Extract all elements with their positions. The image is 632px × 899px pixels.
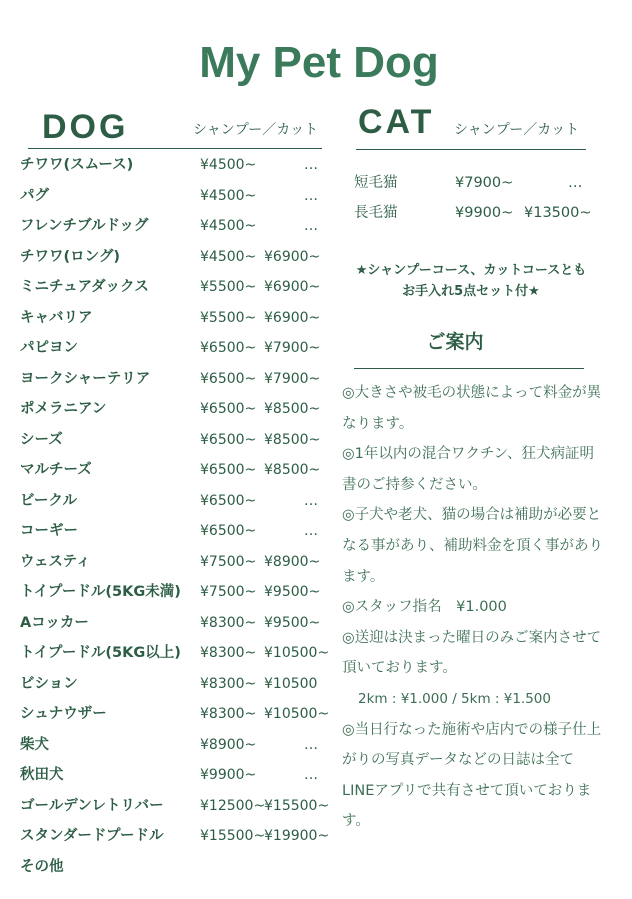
dog-shampoo: ¥5500~ [200,279,257,295]
dog-heading: DOG [42,108,129,146]
dog-name: マルチーズ [20,462,92,478]
guide-paragraph: ◎子犬や老犬、猫の場合は補助が必要となる事があり、補助料金を頂く事があります。 [342,507,603,585]
dog-shampoo: ¥6500~ [200,340,257,356]
dog-name: ビークル [20,492,77,509]
dog-row [20,305,330,336]
dog-shampoo: ¥7500~ [200,584,257,600]
cat-row [354,200,604,230]
dog-shampoo: ¥5500~ [200,309,257,326]
cat-shampoo: ¥7900~ [455,175,514,191]
dog-cut: … [304,218,318,234]
dog-name: ポメラニアン [20,401,107,417]
dog-cut: ¥8500~ [264,431,321,448]
dog-row [20,274,330,305]
dog-cut: … [304,187,318,204]
dog-shampoo: ¥7500~ [200,553,257,570]
dog-row [20,427,330,458]
dog-cut: ¥15500~ [264,797,330,814]
guide-paragraph: ◎大きさや被毛の状態によって料金が異なります。 [342,385,602,432]
dog-name: ミニチュアダックス [20,279,149,295]
dog-row [20,701,330,732]
dog-row [20,183,330,214]
dog-name: ウェスティ [20,553,91,570]
dog-shampoo: ¥9900~ [200,767,257,783]
dog-cut: ¥19900~ [264,828,330,844]
dog-divider [28,148,322,149]
dog-shampoo: ¥4500~ [200,187,257,204]
dog-name: Aコッカー [20,614,89,631]
dog-row [20,549,330,580]
dog-name: ヨークシャーテリア [20,370,151,387]
dog-shampoo: ¥4500~ [200,218,257,234]
cat-subheading: シャンプー／カット [454,122,580,138]
dog-shampoo: ¥8300~ [200,645,257,661]
guide-paragraph: ◎送迎は決まった曜日のみご案内させて頂いております。 [342,629,602,677]
dog-row [20,640,330,671]
dog-cut: ¥8500~ [264,462,321,478]
guide-paragraph: ◎スタッフ指名 ¥1.000 [342,599,507,616]
dog-name: チワワ(ロング) [20,248,120,265]
dog-cut: … [304,523,318,539]
dog-name: トイプードル(5KG未満) [20,584,181,600]
course-note-line2: お手入れ5点セット付★ [402,284,540,299]
guide-paragraph: 2km : ¥1.000 / 5km : ¥1.500 [358,690,551,707]
page-title: My Pet Dog [199,38,439,87]
guide-body [342,378,604,837]
dog-cut: ¥8900~ [264,553,321,570]
dog-row [20,732,330,763]
dog-shampoo: ¥6500~ [200,431,257,448]
dog-cut: ¥8500~ [264,401,321,417]
dog-cut: ¥7900~ [264,370,321,387]
dog-shampoo: ¥6500~ [200,523,257,539]
course-note [336,260,606,302]
dog-name: コーギー [20,523,78,539]
dog-name: フレンチブルドッグ [20,218,149,234]
dog-row [20,762,330,793]
dog-cut: … [304,157,318,173]
cat-name: 短毛猫 [354,175,398,191]
dog-price-list [20,152,330,884]
guide-title: ご案内 [426,331,484,353]
dog-shampoo: ¥15500~ [200,828,266,844]
dog-cut: ¥9500~ [264,614,321,631]
dog-row [20,518,330,549]
dog-shampoo: ¥8300~ [200,706,257,722]
dog-cut: ¥7900~ [264,340,321,356]
cat-name: 長毛猫 [354,205,398,221]
dog-row [20,152,330,183]
dog-row [20,213,330,244]
guide-paragraph: ◎当日行なった施術や店内での様子仕上がりの写真データなどの日誌は全てLINEアプリで共有させて頂いております。 [342,721,602,830]
dog-shampoo: ¥6500~ [200,401,257,417]
dog-row [20,610,330,641]
dog-row [20,579,330,610]
dog-name: チワワ(スムース) [20,157,134,173]
dog-shampoo: ¥8300~ [200,675,257,692]
dog-name: 秋田犬 [20,767,64,783]
dog-cut: … [304,736,318,753]
dog-name: パピヨン [20,340,78,356]
dog-name: ビション [20,675,78,692]
cat-cut: … [568,175,583,191]
guide-paragraph: ◎1年以内の混合ワクチン、狂犬病証明書のご持参ください。 [342,446,594,493]
dog-subheading: シャンプー／カット [193,122,319,138]
dog-shampoo: ¥6500~ [200,462,257,478]
dog-row [20,335,330,366]
dog-cut: ¥6900~ [264,248,321,265]
dog-name: パグ [20,187,49,204]
dog-cut: ¥10500 [264,675,318,692]
dog-cut: … [304,767,318,783]
dog-row [20,457,330,488]
dog-row [20,488,330,519]
dog-shampoo: ¥8300~ [200,614,257,631]
dog-name: シュナウザー [20,706,107,722]
dog-cut: … [304,492,318,509]
cat-price-list [354,170,604,230]
dog-row [20,244,330,275]
guide-divider [354,368,584,369]
dog-cut: ¥6900~ [264,309,321,326]
cat-divider [356,149,586,150]
course-note-line1: ★シャンプーコース、カットコースとも [355,263,587,278]
cat-cut: ¥13500~ [524,205,592,221]
dog-shampoo: ¥6500~ [200,370,257,387]
dog-row [20,396,330,427]
dog-cut: ¥9500~ [264,584,321,600]
dog-name: ゴールデンレトリバー [20,797,164,814]
cat-shampoo: ¥9900~ [455,205,514,221]
dog-name: キャバリア [20,309,93,326]
dog-shampoo: ¥8900~ [200,736,257,753]
dog-cut: ¥10500~ [264,645,330,661]
dog-shampoo: ¥4500~ [200,157,257,173]
dog-row [20,854,330,885]
dog-name: その他 [20,858,64,875]
dog-row [20,823,330,854]
dog-name: シーズ [20,431,63,448]
dog-row [20,793,330,824]
dog-row [20,366,330,397]
dog-shampoo: ¥4500~ [200,248,257,265]
dog-name: スタンダードプードル [20,828,164,844]
dog-name: 柴犬 [20,736,49,753]
dog-shampoo: ¥12500~ [200,797,266,814]
cat-heading: CAT [358,103,435,141]
dog-shampoo: ¥6500~ [200,492,257,509]
dog-cut: ¥6900~ [264,279,321,295]
cat-row [354,170,604,200]
dog-row [20,671,330,702]
dog-name: トイプードル(5KG以上) [20,645,181,661]
dog-cut: ¥10500~ [264,706,330,722]
